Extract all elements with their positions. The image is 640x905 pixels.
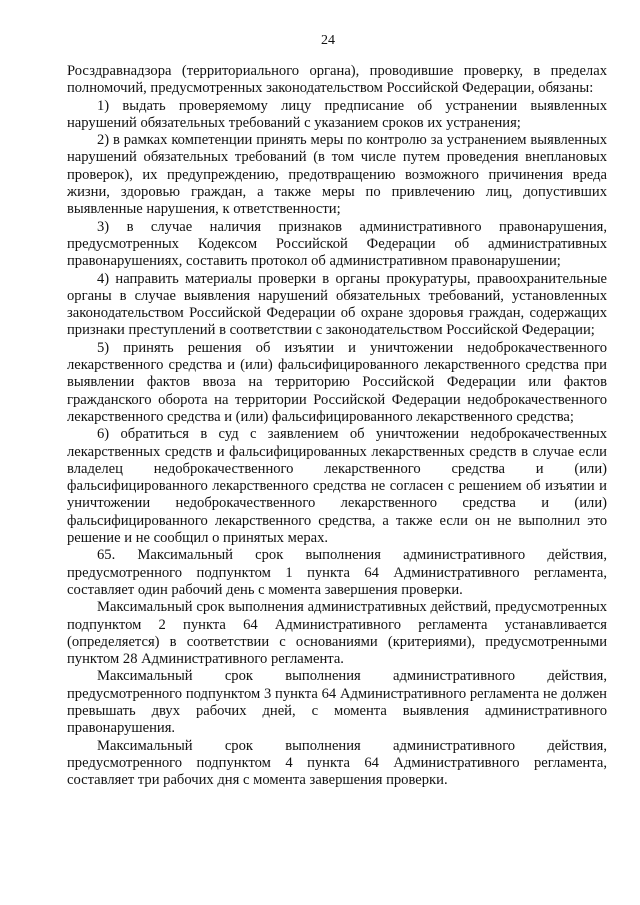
paragraph-item-4: 4) направить материалы проверки в органы прокуратуры, правоохранительные органы в случае выявления нарушений обязательных требований, установленных законодательством Российской Федерации об охране здоровья граждан, содержащих признаки преступлений в соответствии с законодательством Российской Федерации; [67,270,607,339]
paragraph-item-5: 5) принять решения об изъятии и уничтожении недоброкачественного лекарственного средства и (или) фальсифицированного лекарственного средства при выявлении фактов ввоза на территорию Российской Федерации или фактов гражданского оборота на территории Российской Федерации недоброкачественного лекарственного средства и (или) фальсифицированного лекарственного средства; [67,339,607,425]
document-body [67,63,607,789]
paragraph-deadline-subitem-2: Максимальный срок выполнения административных действий, предусмотренных подпунктом 2 пункта 64 Административного регламента устанавливается (определяется) в соответствии с основаниями (критериями), предусмотренными пунктом 28 Административного регламента. [67,599,607,668]
paragraph-continuation: Росздравнадзора (территориального органа), проводившие проверку, в пределах полномочий, предусмотренных законодательством Российской Федерации, обязаны: [67,63,607,97]
paragraph-item-2: 2) в рамках компетенции принять меры по контролю за устранением выявленных нарушений обязательных требований (в том числе путем проведения внеплановых проверок), их предупреждению, предотвращению возможного причинения вреда жизни, здоровью граждан, а также меры по привлечению лиц, допустивших выявленные нарушения, к ответственности; [67,132,607,218]
paragraph-item-6: 6) обратиться в суд с заявлением об уничтожении недоброкачественных лекарственных средств и фальсифицированных лекарственных средств в случае если владелец недоброкачественного лекарственного средства и (или) фальсифицированного лекарственного средства не согласен с решением об изъятии и уничтожении недоброкачественного лекарственного средства и (или) фальсифицированного лекарственного средства, а также если он не выполнил это решение и не сообщил о принятых мерах. [67,426,607,547]
paragraph-item-1: 1) выдать проверяемому лицу предписание об устранении выявленных нарушений обязательных требований с указанием сроков их устранения; [67,97,607,131]
paragraph-deadline-subitem-4: Максимальный срок выполнения административного действия, предусмотренного подпунктом 4 пункта 64 Административного регламента, составляет три рабочих дня с момента завершения проверки. [67,737,607,789]
paragraph-clause-65: 65. Максимальный срок выполнения административного действия, предусмотренного подпунктом 1 пункта 64 Административного регламента, составляет один рабочий день с момента завершения проверки. [67,547,607,598]
page-number: 24 [321,33,335,48]
paragraph-deadline-subitem-3: Максимальный срок выполнения административного действия, предусмотренного подпунктом 3 пункта 64 Административного регламента не должен превышать двух рабочих дней, с момента выявления административного правонарушения. [67,668,607,737]
paragraph-item-3: 3) в случае наличия признаков административного правонарушения, предусмотренных Кодексом Российской Федерации об административных правонарушениях, составить протокол об административном правонарушении; [67,218,607,270]
